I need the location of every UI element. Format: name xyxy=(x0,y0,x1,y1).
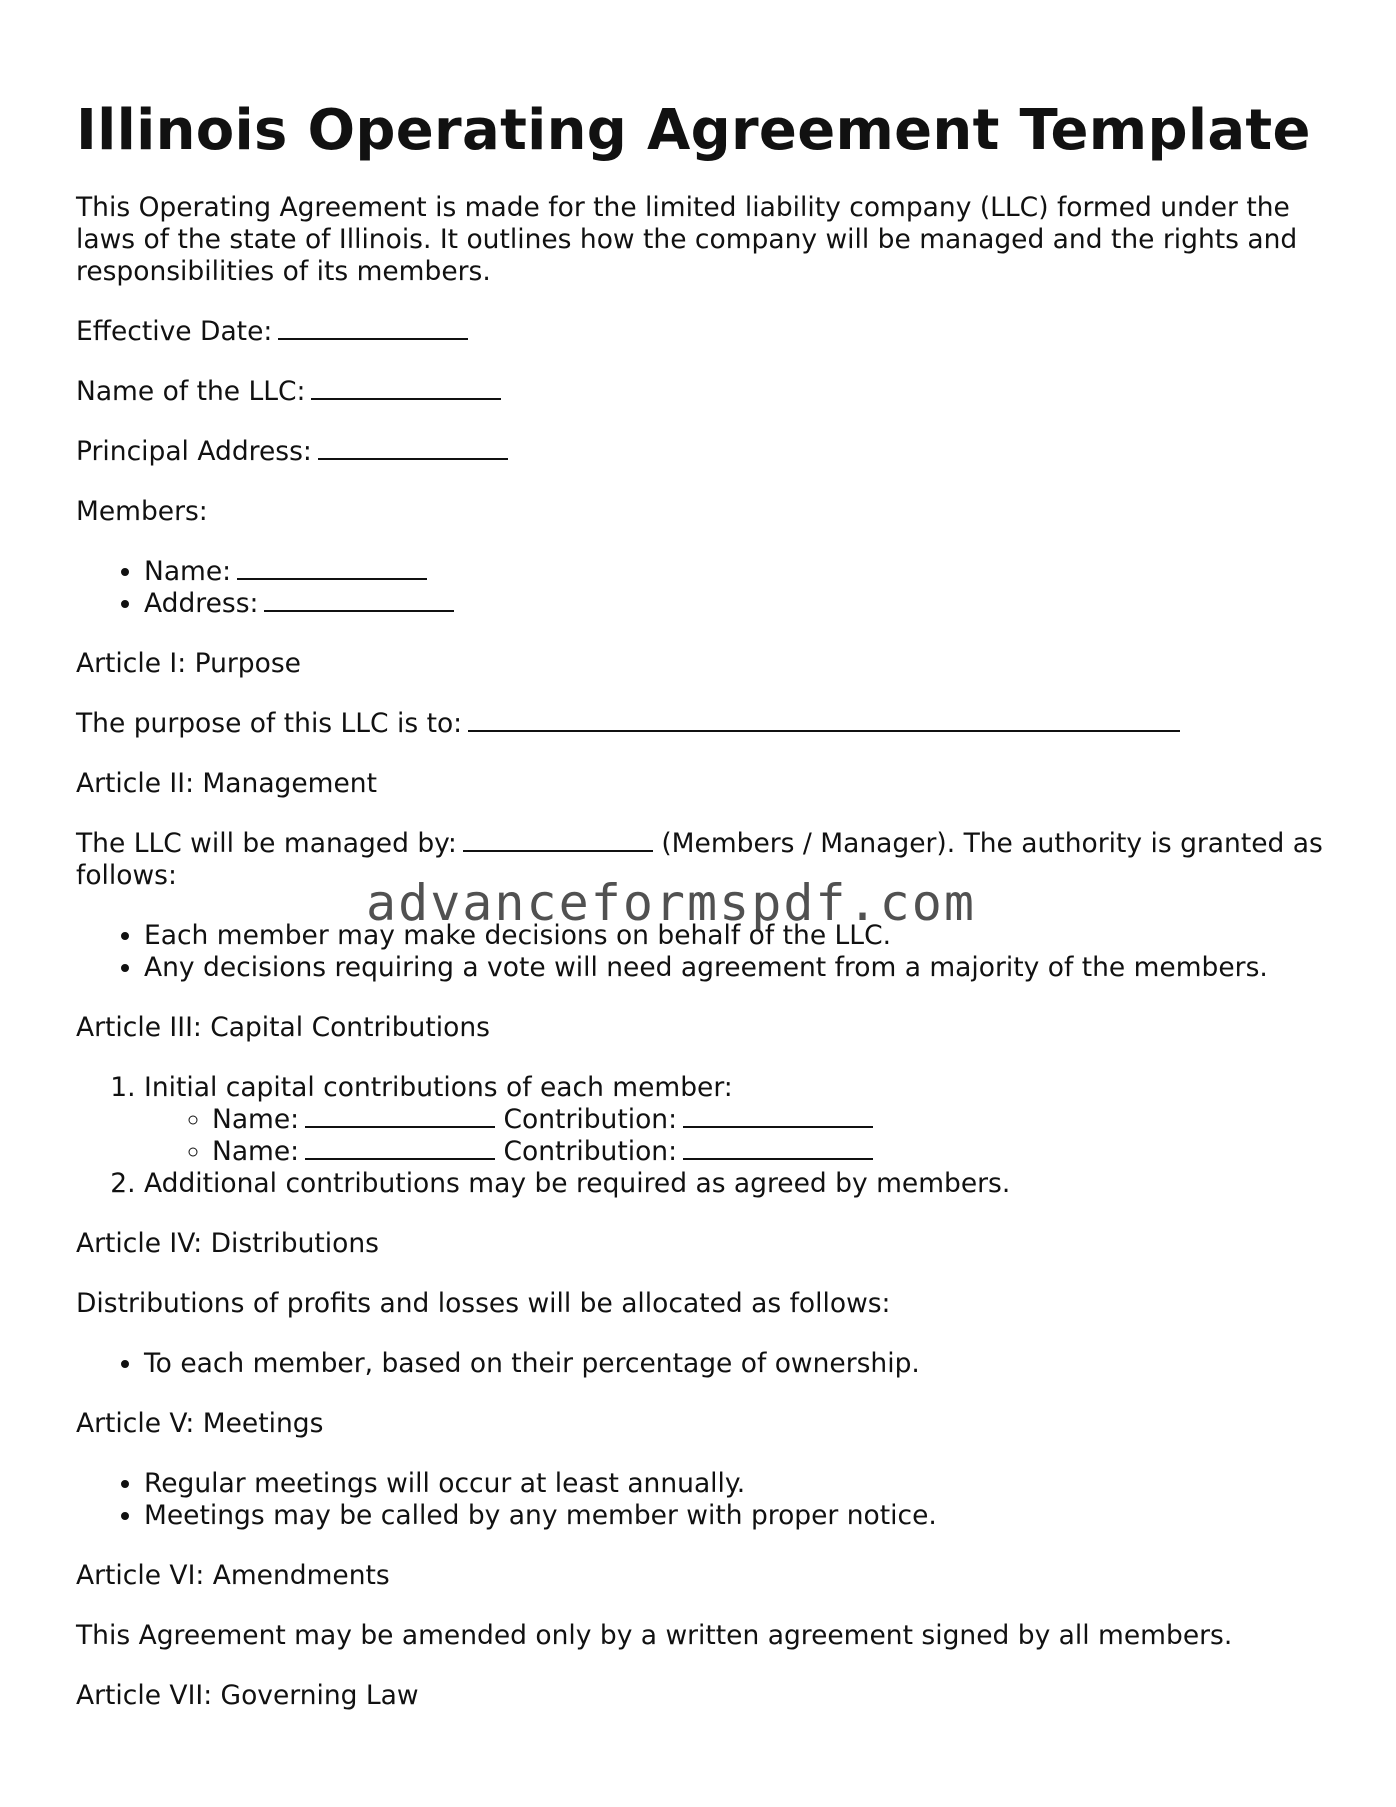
principal-address-label: Principal Address: xyxy=(76,436,312,467)
article-4-text: Distributions of profits and losses will be allocated as follows: xyxy=(76,1288,891,1319)
list-item: • Each member may make decisions on behalf of the LLC. xyxy=(144,920,1326,952)
llc-name-blank[interactable] xyxy=(311,376,501,400)
list-item: • To each member, based on their percentage of ownership. xyxy=(144,1348,1326,1380)
watermark: advanceformspdf.com xyxy=(366,874,976,932)
effective-date-field xyxy=(76,316,1326,348)
purpose-blank[interactable] xyxy=(468,708,1180,732)
managed-by-suffix: (Members / Manager). The authority is granted as follows: xyxy=(76,828,1323,891)
member-name-blank[interactable] xyxy=(237,556,427,580)
member-address-blank[interactable] xyxy=(264,588,454,612)
effective-date-label: Effective Date: xyxy=(76,316,273,347)
contrib-name-blank[interactable] xyxy=(305,1104,495,1128)
article-2-heading: Article II: Management xyxy=(76,768,377,799)
members-list xyxy=(76,556,1326,620)
distributions-list xyxy=(76,1348,1326,1380)
article-5-heading: Article V: Meetings xyxy=(76,1408,324,1439)
member-address-label: Address: xyxy=(144,588,259,619)
members-heading: Members: xyxy=(76,496,208,527)
list-item: • Regular meetings will occur at least annually. xyxy=(144,1468,1326,1500)
list-item: • Meetings may be called by any member with proper notice. xyxy=(144,1500,1326,1532)
purpose-label: The purpose of this LLC is to: xyxy=(76,708,463,739)
member-name-label: Name: xyxy=(144,556,232,587)
article-3-heading: Article III: Capital Contributions xyxy=(76,1012,490,1043)
effective-date-blank[interactable] xyxy=(278,316,468,340)
contributions-list xyxy=(76,1072,1326,1200)
contrib-name-label: Name: xyxy=(212,1136,300,1167)
llc-name-field xyxy=(76,376,1326,408)
managed-by-blank[interactable] xyxy=(463,828,653,852)
managed-by-label: The LLC will be managed by: xyxy=(76,828,457,859)
contrib-name-blank[interactable] xyxy=(305,1136,495,1160)
contrib-name-label: Name: xyxy=(212,1104,300,1135)
article-6-text: This Agreement may be amended only by a written agreement signed by all members. xyxy=(76,1620,1233,1651)
principal-address-blank[interactable] xyxy=(318,436,508,460)
initial-contributions-text: Initial capital contributions of each member: xyxy=(144,1072,733,1103)
article-1-heading: Article I: Purpose xyxy=(76,648,301,679)
intro-paragraph: This Operating Agreement is made for the limited liability company (LLC) formed under the laws of the state of Illinois. It outlines how the company will be managed and the rights and responsibilities of its members. xyxy=(76,192,1298,287)
contrib-amount-label: Contribution: xyxy=(503,1104,678,1135)
contributions-sublist xyxy=(144,1104,1326,1168)
contrib-amount-blank[interactable] xyxy=(683,1104,873,1128)
article-1-text xyxy=(76,708,1326,740)
list-item: • Any decisions requiring a vote will need agreement from a majority of the members. xyxy=(144,952,1326,984)
list-item xyxy=(144,588,1326,620)
principal-address-field xyxy=(76,436,1326,468)
llc-name-label: Name of the LLC: xyxy=(76,376,306,407)
list-item xyxy=(144,556,1326,588)
list-item xyxy=(212,1136,1326,1168)
page-title: Illinois Operating Agreement Template xyxy=(76,98,1311,163)
list-item xyxy=(144,1072,1326,1168)
contrib-amount-blank[interactable] xyxy=(683,1136,873,1160)
list-item: 2. Additional contributions may be required as agreed by members. xyxy=(144,1168,1326,1200)
meetings-list xyxy=(76,1468,1326,1532)
contrib-amount-label: Contribution: xyxy=(503,1136,678,1167)
article-6-heading: Article VI: Amendments xyxy=(76,1560,390,1591)
article-7-heading: Article VII: Governing Law xyxy=(76,1680,419,1711)
article-4-heading: Article IV: Distributions xyxy=(76,1228,379,1259)
list-item xyxy=(212,1104,1326,1136)
